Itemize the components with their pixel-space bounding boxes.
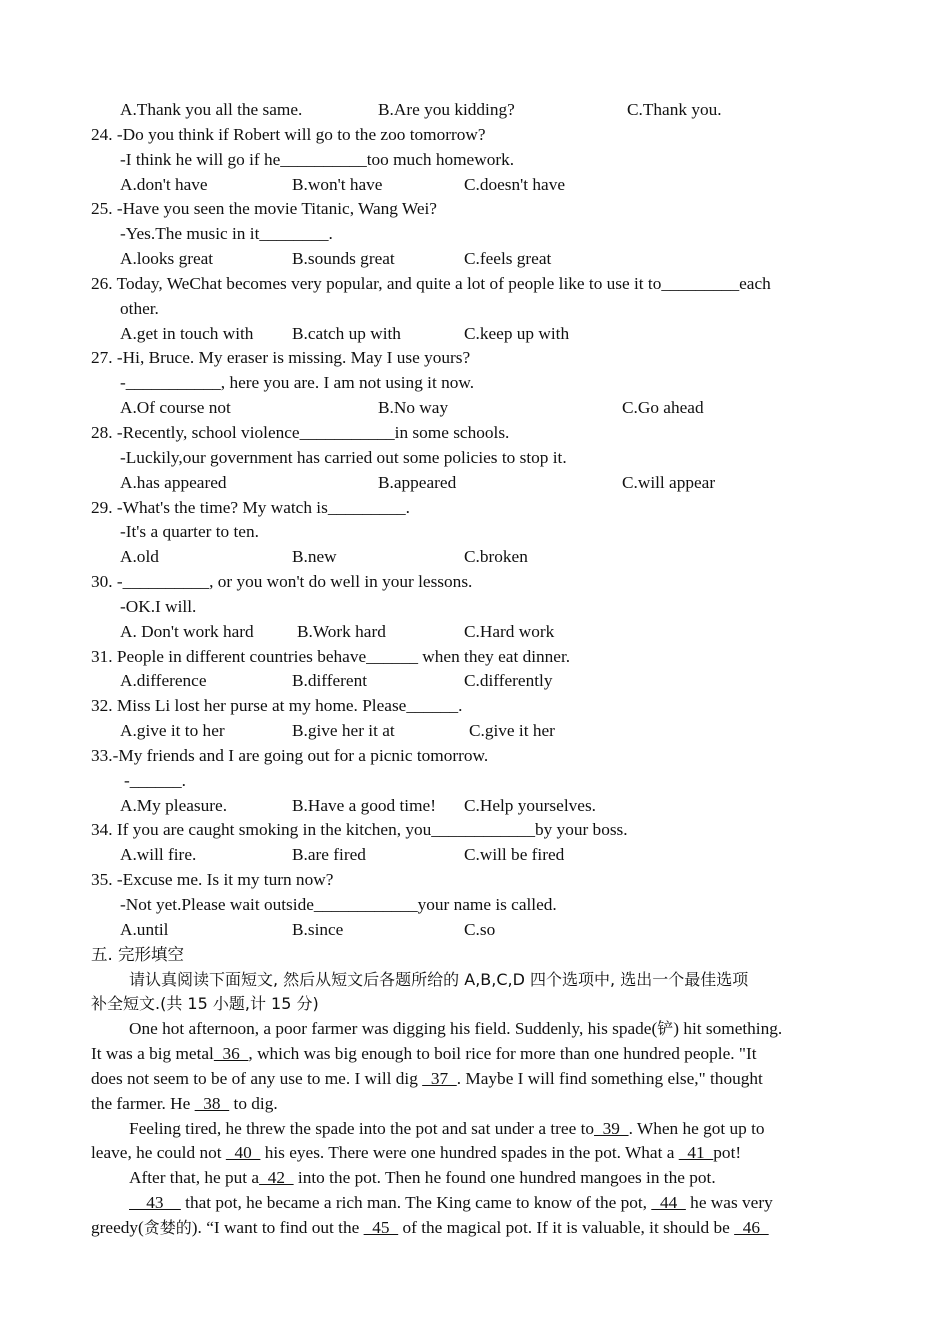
text-segment: does not seem to be of any use to me. I will dig [91,1068,423,1088]
answer-option: A.will fire. [120,845,197,865]
text-segment: , which was big enough to boil rice for more than one hundred people. "It [248,1044,757,1064]
text-segment: leave, he could not [91,1143,226,1163]
text-line [0,496,950,521]
text-segment: of the magical pot. If it is valuable, it should be [398,1217,735,1237]
answer-option: B.catch up with [292,323,401,343]
answer-option: B.Work hard [297,621,386,641]
text-segment: his eyes. There were one hundred spades in the pot. What a [260,1143,679,1163]
answer-option: A.Of course not [120,398,231,418]
text-line [0,794,950,819]
answer-option: B.won't have [292,174,383,194]
text-line [0,297,950,322]
text-segment: ). “I want to find out the [191,1217,364,1237]
section-heading: 五. 完形填空 [91,944,184,964]
question-stem: 27. -Hi, Bruce. My eraser is missing. May I use yours? [91,348,471,368]
text-line [0,1166,950,1191]
question-stem: 24. -Do you think if Robert will go to the zoo tomorrow? [91,124,486,144]
answer-option: C.give it her [469,721,555,741]
answer-option: C.Help yourselves. [464,795,596,815]
text-line [0,769,950,794]
text-line [0,396,950,421]
answer-option: C.will appear [622,472,716,492]
text-line [0,272,950,297]
answer-option: B.different [292,671,368,691]
answer-option: A.until [120,919,169,939]
text-line [0,1191,950,1216]
passage-text: -Not yet.Please wait outside____________your name is called. [120,895,557,914]
answer-option: C.will be fired [464,845,565,865]
passage-text: 请认真阅读下面短文, 然后从短文后各题所给的 A,B,C,D 四个选项中, 选出一个最佳选项 [129,969,749,989]
text-line [0,843,950,868]
text-line [0,371,950,396]
text-segment: It was a big metal [91,1044,214,1064]
answer-option: B.Are you kidding? [378,100,515,119]
blank-number: 36 [213,1044,249,1064]
passage-text: -Luckily,our government has carried out some policies to stop it. [120,447,567,467]
text-segment: that pot, he became a rich man. The King came to know of the pot, [180,1193,652,1213]
text-segment: ) hit something. [673,1019,783,1039]
text-segment: greedy( [91,1217,144,1237]
text-line [0,719,950,744]
passage-text [129,1191,773,1216]
answer-option: C.Go ahead [622,398,704,418]
answer-option: A.Thank you all the same. [120,100,303,119]
exam-page [0,98,950,1241]
text-line [0,322,950,347]
blank-number: 40 [225,1143,261,1163]
answer-option: A.looks great [120,249,214,269]
text-line [0,893,950,918]
text-line [0,520,950,545]
text-line [0,222,950,247]
question-stem: 35. -Excuse me. Is it my turn now? [91,870,334,890]
blank-number: 44 [651,1193,686,1213]
text-line [0,173,950,198]
text-line [0,247,950,272]
answer-option: A.get in touch with [120,323,254,343]
text-line [0,98,950,123]
text-line [0,968,950,993]
passage-text [91,1141,741,1166]
question-stem: 26. Today, WeChat becomes very popular, and quite a lot of people like to use it to_________each [91,273,771,293]
text-line [0,1067,950,1092]
passage-text: -___________, here you are. I am not using it now. [120,373,475,393]
question-stem: 30. -__________, or you won't do well in your lessons. [91,572,473,592]
passage-text: other. [120,298,159,318]
answer-option: C.keep up with [464,323,570,343]
text-line [0,123,950,148]
text-segment: One hot afternoon, a poor farmer was digging his field. Suddenly, his spade( [129,1019,658,1039]
blank-number: 39 [594,1118,629,1138]
passage-text [91,1042,757,1067]
text-segment: pot! [713,1143,742,1163]
text-segment: Feeling tired, he threw the spade into the pot and sat under a tree to [129,1118,595,1138]
passage-text: -OK.I will. [120,596,197,616]
answer-option: B.appeared [378,472,457,492]
text-line [0,818,950,843]
text-segment: . When he got up to [628,1118,765,1138]
answer-option: A.give it to her [120,721,225,741]
text-line [0,595,950,620]
question-stem: 25. -Have you seen the movie Titanic, Wang Wei? [91,199,437,219]
answer-option: B.new [292,547,337,567]
answer-option: C.differently [464,671,553,691]
blank-number: 42 [259,1168,294,1188]
answer-option: C.Thank you. [627,100,722,119]
text-segment: After that, he put a [129,1168,260,1188]
answer-option: A.My pleasure. [120,795,228,815]
blank-number: 37 [422,1068,457,1088]
question-stem: 34. If you are caught smoking in the kitchen, you____________by your boss. [91,820,628,840]
text-line [0,148,950,173]
text-line [0,471,950,496]
text-line [0,197,950,222]
answer-option: C.broken [464,547,528,567]
text-line [0,346,950,371]
text-line [0,620,950,645]
text-line [0,694,950,719]
answer-option: B.give her it at [292,721,395,741]
text-line [0,943,950,968]
question-stem: 29. -What's the time? My watch is_________. [91,497,410,517]
blank-number: 38 [194,1093,230,1113]
passage-text [129,1017,782,1042]
text-line [0,1117,950,1142]
text-line [0,1017,950,1042]
text-line [0,669,950,694]
text-segment: he was very [685,1193,773,1213]
passage-text [91,1216,769,1241]
text-segment: into the pot. Then he found one hundred mangoes in the pot. [293,1168,716,1188]
answer-option: C.doesn't have [464,174,566,194]
text-line [0,1216,950,1241]
answer-option: C.Hard work [464,621,555,641]
blank-number: 41 [678,1143,714,1163]
answer-option: B.since [292,919,344,939]
answer-option: B.No way [378,398,449,418]
passage-text: -______. [124,770,186,790]
text-line [0,545,950,570]
text-line [0,645,950,670]
text-line [0,992,950,1017]
question-stem: 31. People in different countries behave______ when they eat dinner. [91,646,571,666]
answer-option: C.feels great [464,249,552,269]
text-line [0,868,950,893]
passage-text: -It's a quarter to ten. [120,522,259,542]
passage-text [91,1067,763,1092]
answer-option: B.Have a good time! [292,795,436,815]
question-stem: 33.-My friends and I are going out for a picnic tomorrow. [91,745,489,765]
blank-number: 43 [129,1193,181,1213]
answer-option: B.sounds great [292,249,395,269]
text-segment: the farmer. He [91,1093,195,1113]
chinese-gloss: 铲 [657,1019,674,1039]
answer-option: B.are fired [292,845,366,865]
text-line [0,1042,950,1067]
text-line [0,1092,950,1117]
passage-text [129,1117,765,1142]
answer-option: A.don't have [120,174,208,194]
answer-option: C.so [464,919,496,939]
question-stem: 32. Miss Li lost her purse at my home. Please______. [91,696,463,716]
answer-option: A. Don't work hard [120,621,254,641]
passage-text [129,1166,716,1191]
text-line [0,570,950,595]
passage-text: -Yes.The music in it________. [120,224,333,244]
text-line [0,421,950,446]
blank-number: 45 [363,1217,399,1237]
blank-number: 46 [734,1217,769,1237]
text-line [0,918,950,943]
answer-option: A.difference [120,671,207,691]
text-line [0,744,950,769]
text-segment: to dig. [229,1093,278,1113]
answer-option: A.old [120,547,159,567]
text-line [0,1141,950,1166]
question-stem: 28. -Recently, school violence___________in some schools. [91,422,510,442]
passage-text [91,1092,278,1117]
text-segment: . Maybe I will find something else," thought [456,1068,763,1088]
passage-text: 补全短文.(共 15 小题,计 15 分) [91,994,319,1014]
passage-text: -I think he will go if he__________too much homework. [120,149,515,169]
chinese-gloss: 贪婪的 [143,1217,192,1237]
answer-option: A.has appeared [120,472,227,492]
text-line [0,446,950,471]
